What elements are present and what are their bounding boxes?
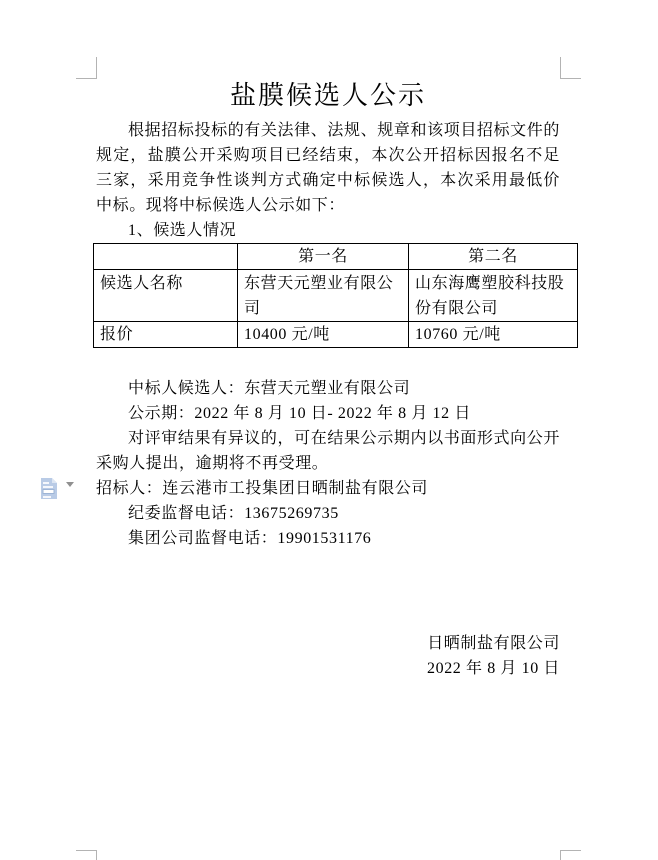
- intro-paragraph: 根据招标投标的有关法律、法规、规章和该项目招标文件的规定，盐膜公开采购项目已经结束，本次公开招标因报名不足三家，采用竞争性谈判方式确定中标候选人，本次采用最低价中标。现将中标候选人公示如下：: [96, 122, 560, 214]
- objection-paragraph: 对评审结果有异议的，可在结果公示期内以书面形式向公开采购人提出，逾期将不再受理。: [96, 430, 560, 472]
- table-header-second: 第二名: [409, 244, 578, 270]
- crop-mark-top-right: [560, 57, 581, 79]
- group-phone-line: 集团公司监督电话：19901531176: [128, 530, 372, 547]
- candidates-table: [93, 243, 578, 348]
- signature-date: 2022 年 8 月 10 日: [427, 660, 560, 677]
- discipline-phone-line: 纪委监督电话：13675269735: [128, 505, 339, 522]
- candidate-first-name: 东营天元塑业有限公司: [238, 270, 409, 322]
- row-label-candidate-name: 候选人名称: [94, 270, 238, 322]
- table-header-first: 第一名: [238, 244, 409, 270]
- table-header-row: [94, 244, 578, 270]
- section1-heading: 1、候选人情况: [128, 222, 237, 239]
- document-content: [96, 79, 565, 681]
- candidate-second-name: 山东海鹰塑胶科技股份有限公司: [409, 270, 578, 322]
- tenderee-line: 招标人：连云港市工投集团日晒制盐有限公司: [96, 480, 429, 497]
- table-row: [94, 322, 578, 348]
- paste-options-icon[interactable]: [39, 477, 59, 505]
- result-section: [96, 376, 560, 551]
- signature-company: 日晒制盐有限公司: [427, 635, 560, 652]
- paste-options-button[interactable]: [39, 477, 74, 505]
- crop-mark-bottom-left: [76, 850, 97, 860]
- crop-mark-top-left: [76, 57, 97, 79]
- price-first: 10400 元/吨: [238, 322, 409, 348]
- row-label-price: 报价: [94, 322, 238, 348]
- dropdown-arrow-icon[interactable]: [66, 482, 74, 487]
- table-header-blank: [94, 244, 238, 270]
- page-title: 盐膜候选人公示: [229, 81, 426, 110]
- table-row: [94, 270, 578, 322]
- price-second: 10760 元/吨: [409, 322, 578, 348]
- publicity-period-line: 公示期：2022 年 8 月 10 日- 2022 年 8 月 12 日: [128, 405, 471, 422]
- crop-mark-bottom-right: [560, 850, 581, 860]
- winner-line: 中标人候选人：东营天元塑业有限公司: [128, 380, 411, 397]
- signature-block: [96, 631, 560, 681]
